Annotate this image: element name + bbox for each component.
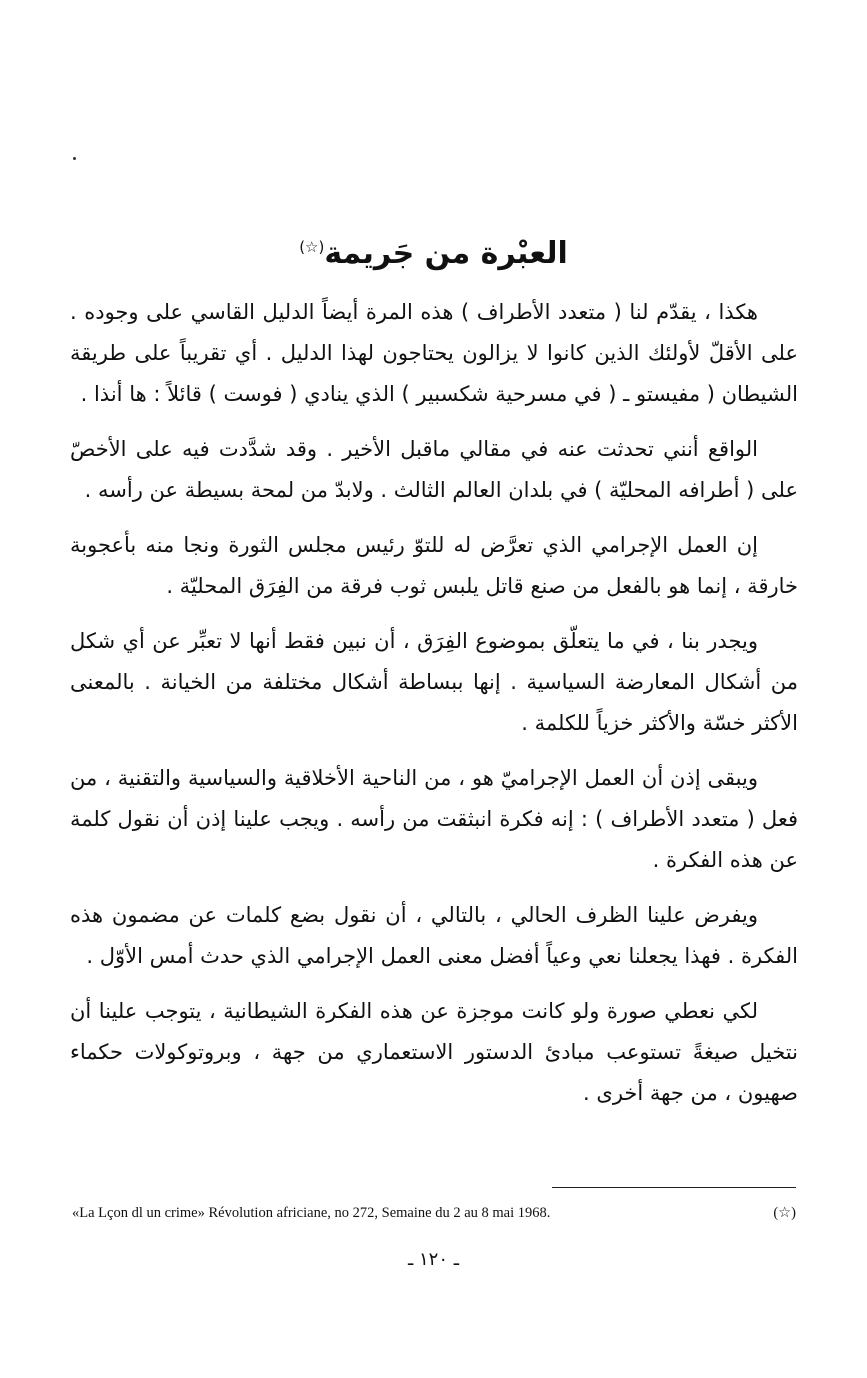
paragraph: الواقع أنني تحدثت عنه في مقالي ماقبل الأخير . وقد شدَّدت فيه على الأخصّ على ( أطرافه المحليّة ) في بلدان العالم الثالث . ولابدّ من لمحة بسيطة عن رأسه . <box>70 437 798 502</box>
paragraph: ويبقى إذن أن العمل الإجراميّ هو ، من الناحية الأخلاقية والسياسية والتقنية ، من فعل ( متعدد الأطراف ) : إنه فكرة انبثقت من رأسه . ويجب علينا إذن أن نقول كلمة عن هذه الفكرة . <box>70 766 798 872</box>
page-number: ـ ١٢٠ ـ <box>407 1249 459 1270</box>
footnote-separator <box>552 1187 796 1188</box>
footnote-marker: (☆) <box>773 1205 796 1221</box>
chapter-title-text: العبْرة من جَريمة <box>324 236 568 271</box>
title-footnote-marker: (☆) <box>299 238 325 256</box>
paragraph: ويجدر بنا ، في ما يتعلّق بموضوع الفِرَق ، أن نبين فقط أنها لا تعبِّر عن أي شكل من أشكال المعارضة السياسية . إنها ببساطة أشكال مختلفة من الخيانة . بالمعنى الأكثر خسّة والأكثر خزياً للكلمة . <box>70 629 798 735</box>
paragraph: ويفرض علينا الظرف الحالي ، بالتالي ، أن نقول بضع كلمات عن مضمون هذه الفكرة . فهذا يجعلنا نعي وعياً أفضل معنى العمل الإجرامي الذي حدث أمس الأوّل . <box>70 903 798 968</box>
paragraph: إن العمل الإجرامي الذي تعرَّض له للتوّ رئيس مجلس الثورة ونجا منه بأعجوبة خارقة ، إنما هو بالفعل من صنع قاتل يلبس ثوب فرقة من الفِرَق المحليّة . <box>70 533 798 598</box>
page-speck <box>73 157 76 160</box>
article-body <box>70 292 798 1128</box>
chapter-title <box>0 222 867 279</box>
footnote-text: «La Lçon dl un crime» Révolution africiane, no 272, Semaine du 2 au 8 mai 1968. <box>72 1205 551 1221</box>
paragraph: لكي نعطي صورة ولو كانت موجزة عن هذه الفكرة الشيطانية ، يتوجب علينا أن نتخيل صيغةً تستوعب مبادئ الدستور الاستعماري من جهة ، وبروتوكولات حكماء صهيون ، من جهة أخرى . <box>70 999 798 1105</box>
paragraph: هكذا ، يقدّم لنا ( متعدد الأطراف ) هذه المرة أيضاً الدليل القاسي على وجوده . على الأقلّ لأولئك الذين كانوا لا يزالون يحتاجون لهذا الدليل . أي تقريباً على طريقة الشيطان ( مفيستو ـ ( في مسرحية شكسبير ) الذي ينادي ( فوست ) قائلاً : ها أنذا . <box>70 300 798 406</box>
